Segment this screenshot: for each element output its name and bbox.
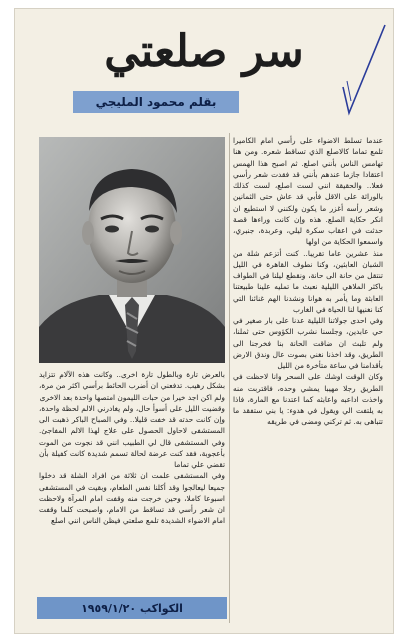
byline: بقلم محمود المليجي xyxy=(73,91,239,113)
paragraph: عندما تسلط الاضواء على رأسي امام الكاميرا تلمع تماما كالاصلع الذي تساقط شعره. ومن هنا تهامس الناس بأنني اصلع. ثم اصبح هذا الهمس اعتقادا جازما عندهم بأنني قد فقدت شعر رأسي فعلا.. والحقيقة انني لست اصلع، لست كذلك بالوراثة على الاقل فأبي قد عاش حتى الثمانين وشعر رأسه أغزر ما يكون ولكنني لا استطيع ان انكر حكاية الصلع. هذه وإن كانت وراءها قصة حدثت في اعقاب سكرة ليلي، وعربدة، جنبري، واسمعوا الحكاية من اولها xyxy=(233,136,383,247)
pen-check-mark-icon xyxy=(339,21,387,141)
paragraph: وقضيت الليل على أسوأ حال، ولم يغادرني الالم لحظة واحدة، وإن كانت حدته قد خفت قليلا.. وفي الصباح الباكر ذهبت الى المستشفى لاحاول الحصول على علاج لهذا الالم المفاجئ. وفي المستشفى قال لي الطبيب انني قد نجوت من الموت بأعجوبة، فقد كنت عرضة لحالة تسمم شديدة كانت كفيلة بأن تقضي علي تماما xyxy=(39,403,225,469)
article-body-left-column xyxy=(39,369,225,589)
article-body-right-column xyxy=(233,135,383,623)
paragraph: بالعرض تارة وبالطول تارة اخرى.. وكانت هذه الآلام تتزايد بشكل رهيب. تدفعني ان أضرب الحائط برأسي اكثر من مرة، ولم اكن اجد خيرا من حبات الليمون امتصها واحدة بعد الاخرى xyxy=(39,370,225,402)
newspaper-clipping xyxy=(14,8,394,634)
publication-source: الكواكب ١٩٥٩/١/٢٠ xyxy=(37,597,227,619)
column-divider xyxy=(229,133,230,623)
author-photo xyxy=(39,137,225,363)
paragraph: منذ عشرين عاما تقريبا.. كنت أتزعم شلة من الشبان العابثين، وكنا نطوف القاهرة في الليل تنتقل من حانة الى حانة، ونقطع ليلنا في الطواف باكثر الملاهي الليلية نعبث ما تمليه علينا طبيعتنا العابثة وما يأمر به هوانا ونشدنا الهم غنائنا التي كنا نغنيها لنا الحياة في الغارب xyxy=(233,248,383,314)
article-title: سر صلعتي xyxy=(104,26,304,77)
paragraph: وكان الوقت اوشك على السحر وانا لاحظت في الطريق رجلا مهيبا يمشي وحده، فاقتربت منه واخذت اداعبه واعابثه كما اعتدنا مع المارة، فاذا به يلتفت الي ويقول في هدوء: يا بني ستفقد ما تتباهى به. ثم تركني ومضى في طريقه xyxy=(233,372,383,427)
portrait-photo-icon xyxy=(39,137,225,363)
paragraph: وفي المستشفى علمت ان ثلاثة من افراد الشلة قد دخلوا جميعا ليعالجوا وقد أكلنا نفس الطعام، وبقيت في المستشفى اسبوعا كاملا، وحين خرجت منه وقفت امام المرآة ولاحظت ان شعر رأسي قد تساقط من الامام، واصبحت كلما وقفت امام الاضواء الشديدة تلمع صلعتي فيظن الناس انني اصلع xyxy=(39,471,225,526)
paragraph: وفي احدى جولاتنا الليلية عدنا على بار صغير في حي عابدين، وجلسنا نشرب الكؤوس حتى ثملنا، ولم تلبث ان ضاقت الحانة بنا فخرجنا الى الطريق، وقد اخذنا نغني بصوت عال وندق الارض بأقدامنا في ساعة متأخرة من الليل xyxy=(233,316,383,370)
